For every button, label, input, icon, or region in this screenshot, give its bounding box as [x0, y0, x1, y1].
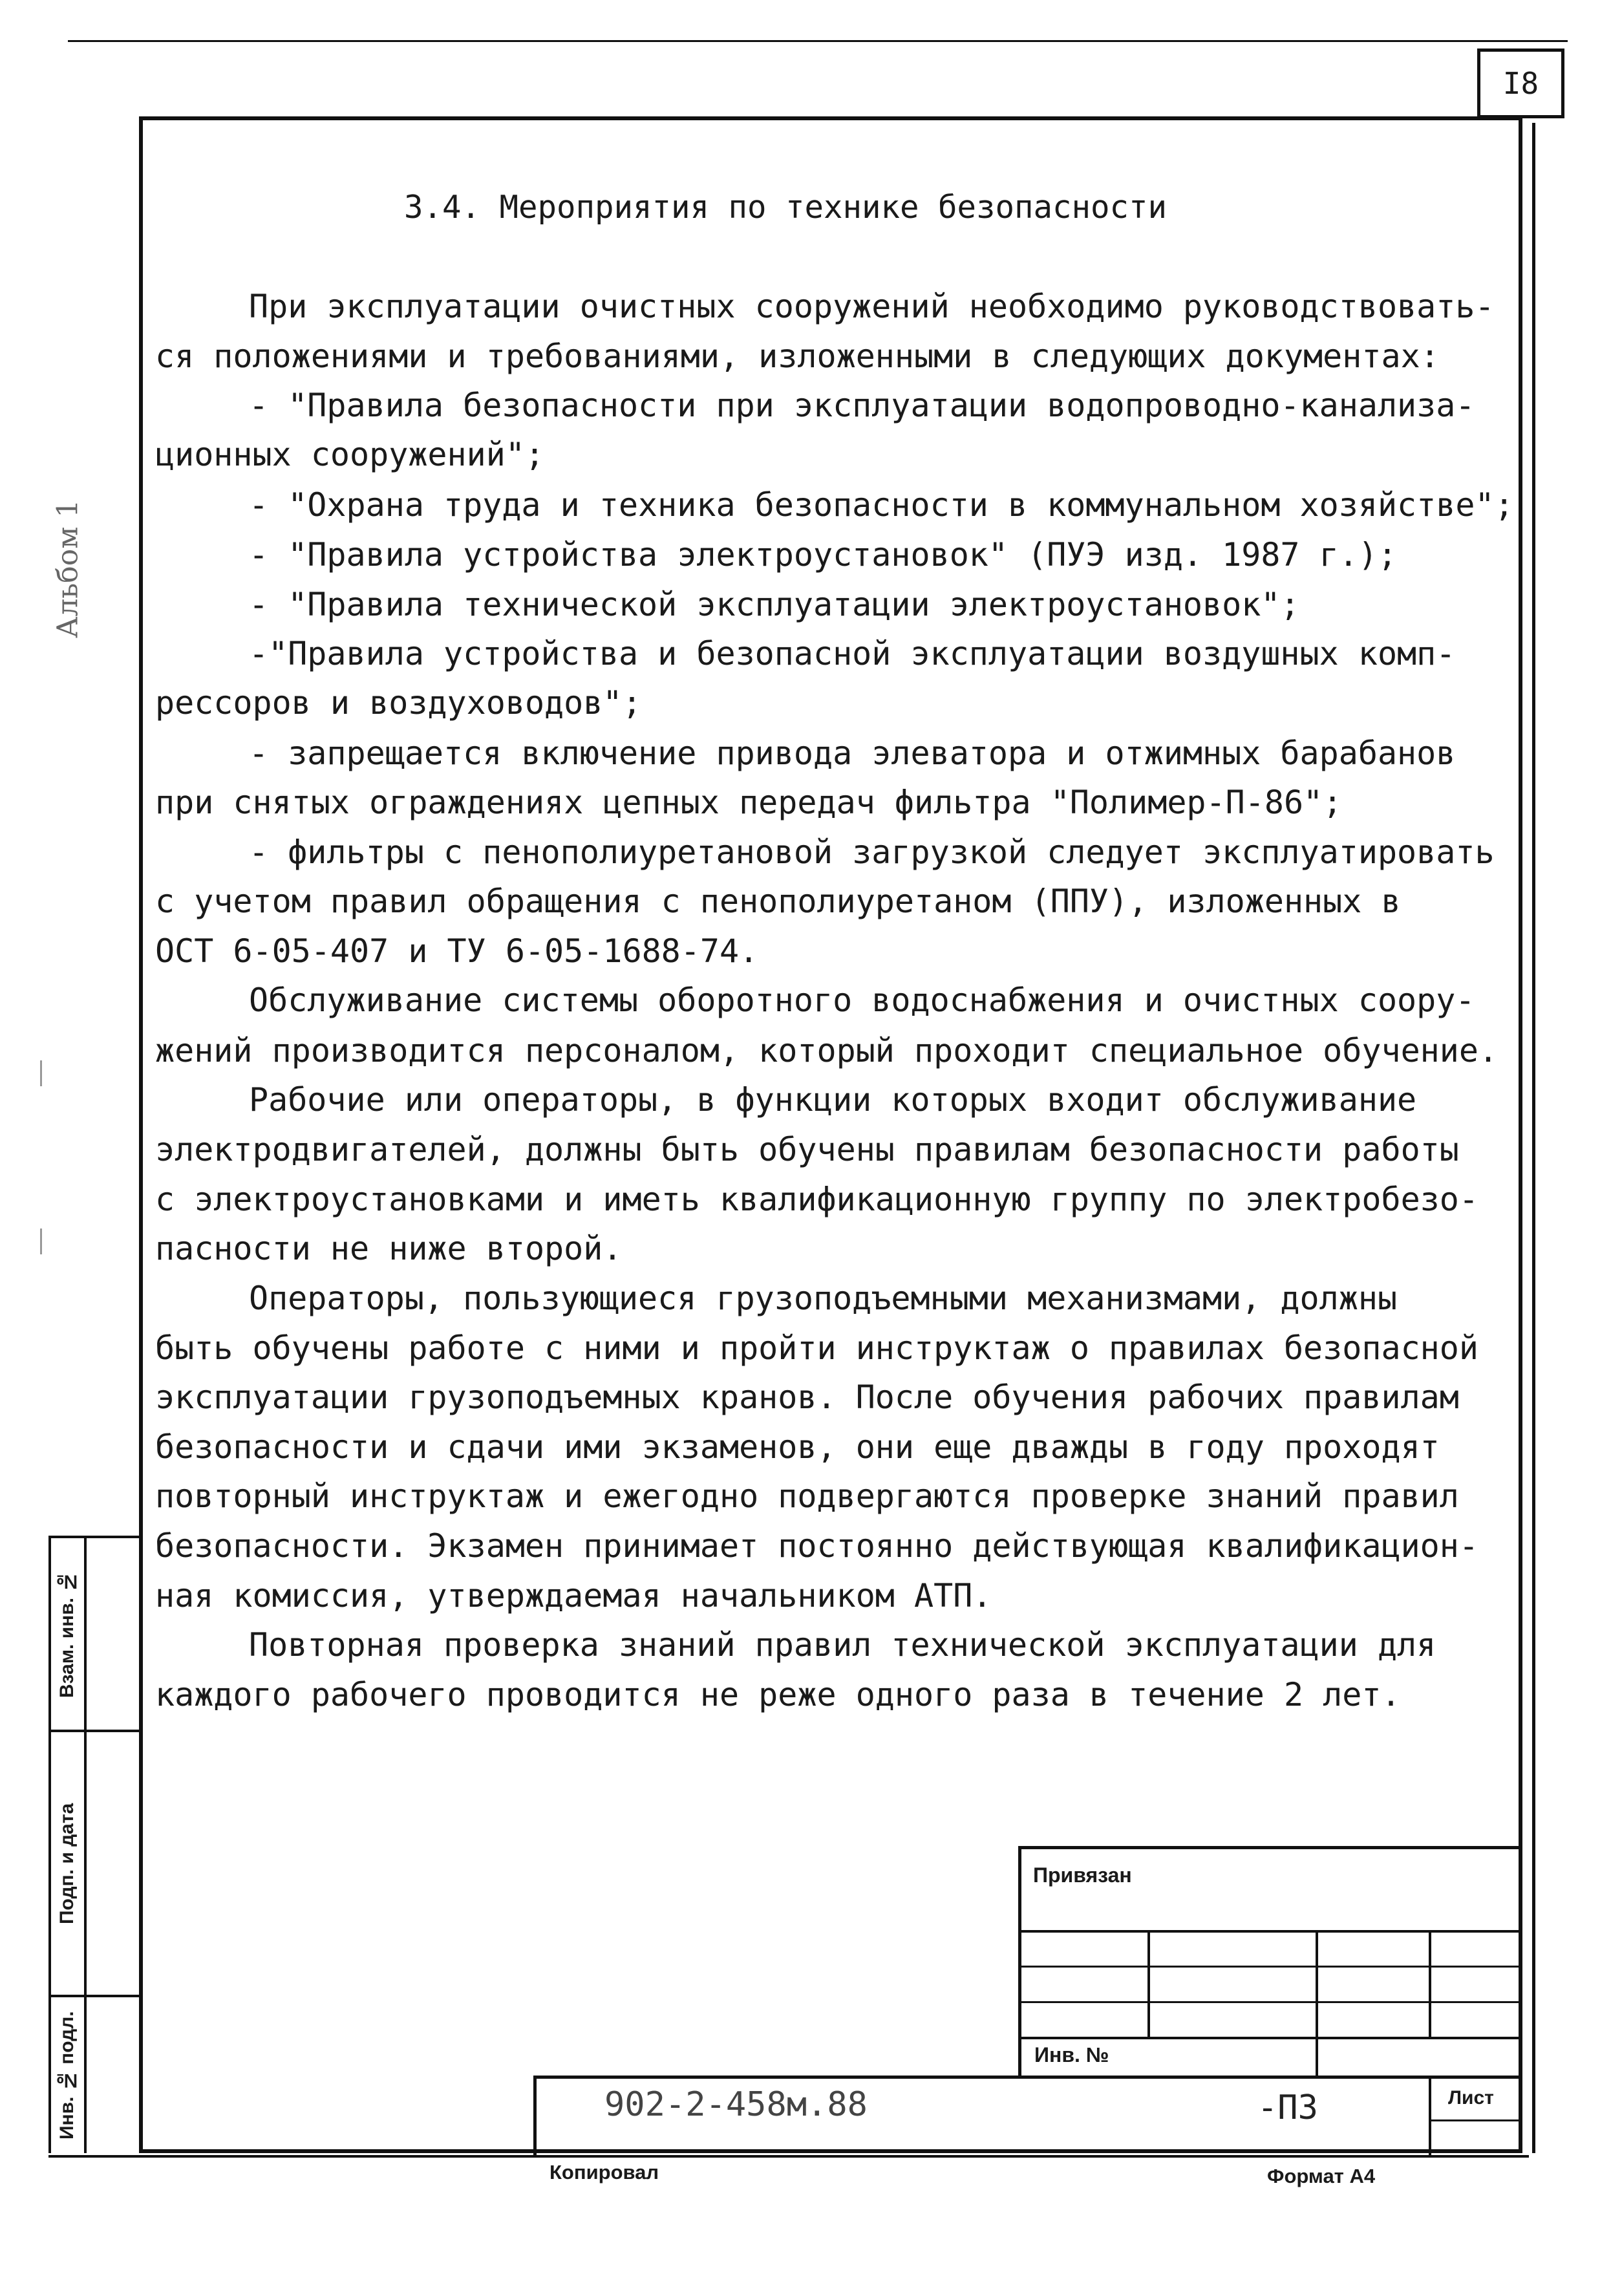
- text-line: Операторы, пользующиеся грузоподъемными механизмами, должны: [249, 1280, 1398, 1317]
- text-line: -"Правила устройства и безопасной эксплуатации воздушных комп-: [249, 635, 1456, 672]
- text-line: ся положениями и требованиями, изложенными в следующих документах:: [155, 338, 1440, 375]
- stamp-row-line: [48, 1730, 142, 1732]
- text-line: - запрещается включение привода элеватора и отжимных барабанов: [249, 735, 1456, 772]
- tb-line: [533, 2076, 1522, 2079]
- text-line: с учетом правил обращения с пенополиуретаном (ППУ), изложенных в: [155, 883, 1401, 920]
- tb-line: [1147, 1930, 1150, 2037]
- margin-mark: [40, 1228, 42, 1254]
- text-line: Обслуживание системы оборотного водоснабжения и очистных соору-: [249, 982, 1475, 1019]
- tb-line: [1018, 1846, 1522, 1849]
- stamp-inv-podl: Инв. № подл.: [56, 2011, 78, 2140]
- tb-privyazan: Привязан: [1033, 1863, 1132, 1887]
- text-line: - "Правила технической эксплуатации электроустановок";: [249, 586, 1300, 623]
- stamp-divider: [84, 1536, 87, 2153]
- stamp-top-line: [48, 1536, 142, 1538]
- text-line: эксплуатации грузоподъемных кранов. После обучения рабочих правилам: [155, 1379, 1459, 1416]
- text-line: с электроустановками и иметь квалификационную группу по электробезо-: [155, 1181, 1478, 1218]
- text-line: Повторная проверка знаний правил технической эксплуатации для: [249, 1626, 1436, 1664]
- text-line: безопасности и сдачи ими экзаменов, они еще дважды в году проходят: [155, 1428, 1440, 1466]
- footer-kopiroval: Копировал: [549, 2161, 659, 2183]
- tb-line: [1018, 1846, 1021, 2079]
- tb-list-label: Лист: [1448, 2087, 1494, 2108]
- text-line: - фильтры с пенополиуретановой загрузкой следует эксплуатировать: [249, 833, 1495, 871]
- text-line: - "Правила безопасности при эксплуатации водопроводно-канализа-: [249, 387, 1475, 424]
- tb-line: [1429, 1930, 1431, 2037]
- tb-line: [1018, 2001, 1522, 2003]
- text-line: быть обучены работе с ними и пройти инструктаж о правилах безопасной: [155, 1329, 1478, 1367]
- page-number: I8: [1502, 66, 1539, 101]
- album-label: Альбом 1: [51, 499, 85, 639]
- tb-line: [1018, 2037, 1522, 2039]
- tb-line: [1018, 1930, 1522, 1933]
- margin-mark: [40, 1060, 42, 1086]
- tb-line: [1316, 1930, 1318, 2079]
- tb-line: [1429, 2119, 1522, 2121]
- text-line: При эксплуатации очистных сооружений необходимо руководствовать-: [249, 288, 1495, 325]
- text-line: - "Правила устройства электроустановок" (ПУЭ изд. 1987 г.);: [249, 536, 1398, 574]
- doc-code: 902-2-458м.88: [604, 2085, 868, 2124]
- bottom-border-line: [48, 2155, 1529, 2158]
- tb-line: [1429, 2076, 1431, 2156]
- stamp-podp-data: Подп. и дата: [56, 1803, 78, 1925]
- text-line: при снятых ограждениях цепных передач фильтра "Полимер-П-86";: [155, 784, 1343, 821]
- top-border-line: [68, 40, 1568, 42]
- text-line: Рабочие или операторы, в функции которых входит обслуживание: [249, 1081, 1417, 1119]
- text-line: безопасности. Экзамен принимает постоянно действующая квалификацион-: [155, 1527, 1478, 1565]
- text-line: повторный инструктаж и ежегодно подвергаются проверке знаний правил: [155, 1477, 1459, 1515]
- text-line: ционных сооружений";: [155, 436, 545, 473]
- doc-suffix: -ПЗ: [1257, 2088, 1318, 2127]
- frame-right-double-line: [1532, 123, 1535, 2153]
- stamp-row-line: [48, 1995, 142, 1997]
- stamp-vzam-inv: Взам. инв. №: [56, 1571, 78, 1698]
- text-line: ная комиссия, утверждаемая начальником АТП.: [155, 1577, 992, 1615]
- text-line: ОСТ 6-05-407 и ТУ 6-05-1688-74.: [155, 932, 759, 970]
- page-number-box: [1477, 48, 1564, 118]
- text-line: жений производится персоналом, который проходит специальное обучение.: [155, 1032, 1499, 1069]
- text-line: рессоров и воздуховодов";: [155, 684, 642, 722]
- footer-format: Формат А4: [1267, 2165, 1376, 2187]
- text-line: каждого рабочего проводится не реже одного раза в течение 2 лет.: [155, 1676, 1401, 1713]
- section-title: 3.4. Мероприятия по технике безопасности: [404, 189, 1168, 226]
- tb-line: [533, 2076, 537, 2156]
- text-line: - "Охрана труда и техника безопасности в коммунальном хозяйстве";: [249, 486, 1514, 524]
- tb-inv-no: Инв. №: [1034, 2043, 1109, 2066]
- text-line: пасности не ниже второй.: [155, 1230, 623, 1267]
- tb-line: [1018, 1966, 1522, 1968]
- text-line: электродвигателей, должны быть обучены правилам безопасности работы: [155, 1131, 1459, 1168]
